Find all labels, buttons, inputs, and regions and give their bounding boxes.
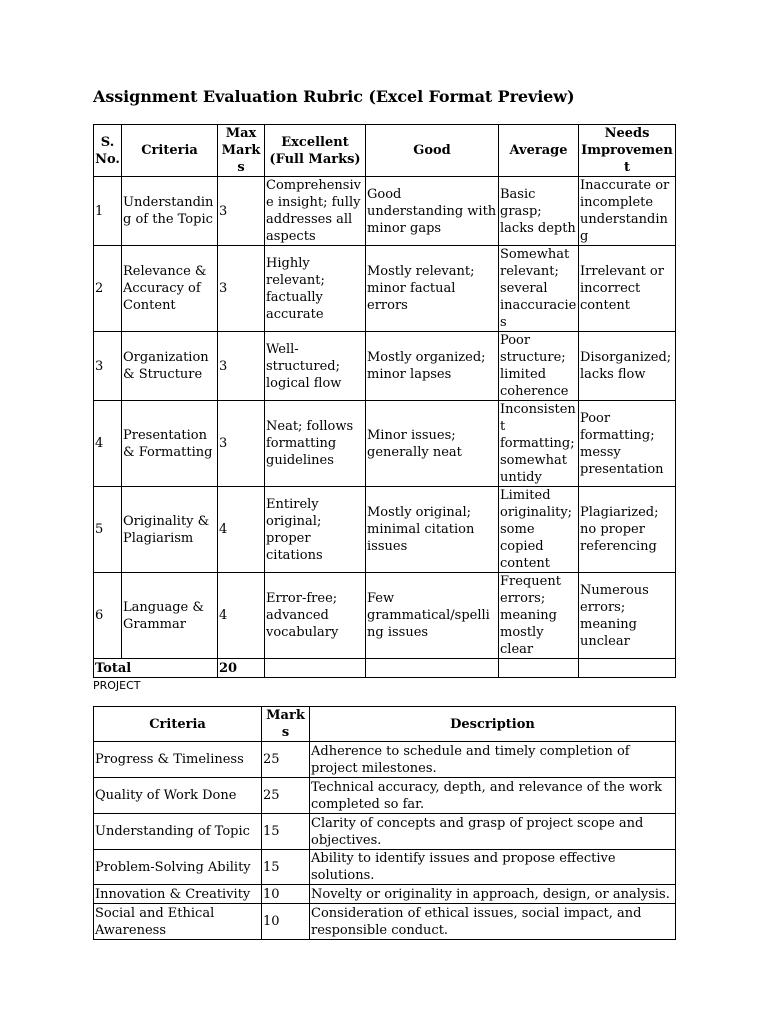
- cell-description: Consideration of ethical issues, social impact, and responsible conduct.: [310, 904, 676, 940]
- cell-max-marks: 3: [218, 177, 265, 246]
- cell-description: Novelty or originality in approach, design, or analysis.: [310, 885, 676, 904]
- table-row: [94, 885, 676, 904]
- cell-average: Limited originality; some copied content: [499, 487, 579, 573]
- project-section-label: PROJECT: [93, 679, 141, 692]
- cell-sno: 4: [94, 401, 122, 487]
- header-good: Good: [366, 125, 499, 177]
- header-sno: S. No.: [94, 125, 122, 177]
- cell-max-marks: 4: [218, 573, 265, 659]
- cell-description: Ability to identify issues and propose effective solutions.: [310, 850, 676, 885]
- page-title: Assignment Evaluation Rubric (Excel Format Preview): [93, 87, 575, 106]
- table-row: [94, 742, 676, 778]
- cell-max-marks: 4: [218, 487, 265, 573]
- cell-excellent: Error-free; advanced vocabulary: [265, 573, 366, 659]
- total-row: [94, 659, 676, 678]
- total-empty-cell: [499, 659, 579, 678]
- rubric-header-row: [94, 125, 676, 177]
- table-row: [94, 850, 676, 885]
- total-label: Total: [94, 659, 218, 678]
- cell-good: Good understanding with minor gaps: [366, 177, 499, 246]
- project-table: [93, 706, 676, 940]
- table-row: [94, 814, 676, 850]
- table-row: [94, 778, 676, 814]
- cell-sno: 2: [94, 246, 122, 332]
- cell-max-marks: 3: [218, 332, 265, 401]
- cell-average: Frequent errors; meaning mostly clear: [499, 573, 579, 659]
- cell-criteria: Quality of Work Done: [94, 778, 262, 814]
- cell-marks: 15: [262, 814, 310, 850]
- cell-needs-improvement: Plagiarized; no proper referencing: [579, 487, 676, 573]
- table-row: [94, 487, 676, 573]
- cell-criteria: Problem-Solving Ability: [94, 850, 262, 885]
- header-description: Description: [310, 707, 676, 742]
- cell-criteria: Language & Grammar: [122, 573, 218, 659]
- cell-marks: 25: [262, 742, 310, 778]
- cell-needs-improvement: Numerous errors; meaning unclear: [579, 573, 676, 659]
- cell-average: Inconsistent formatting; somewhat untidy: [499, 401, 579, 487]
- header-marks: Marks: [262, 707, 310, 742]
- cell-good: Minor issues; generally neat: [366, 401, 499, 487]
- cell-criteria: Social and Ethical Awareness: [94, 904, 262, 940]
- cell-description: Clarity of concepts and grasp of project scope and objectives.: [310, 814, 676, 850]
- cell-excellent: Well-structured; logical flow: [265, 332, 366, 401]
- cell-sno: 3: [94, 332, 122, 401]
- cell-marks: 10: [262, 904, 310, 940]
- cell-needs-improvement: Poor formatting; messy presentation: [579, 401, 676, 487]
- cell-excellent: Highly relevant; factually accurate: [265, 246, 366, 332]
- project-header-row: [94, 707, 676, 742]
- cell-description: Adherence to schedule and timely completion of project milestones.: [310, 742, 676, 778]
- total-empty-cell: [265, 659, 366, 678]
- cell-marks: 10: [262, 885, 310, 904]
- header-needs-improvement: Needs Improvement: [579, 125, 676, 177]
- table-row: [94, 573, 676, 659]
- cell-marks: 25: [262, 778, 310, 814]
- rubric-table: [93, 124, 676, 678]
- cell-average: Somewhat relevant; several inaccuracies: [499, 246, 579, 332]
- cell-needs-improvement: Inaccurate or incomplete understanding: [579, 177, 676, 246]
- table-row: [94, 332, 676, 401]
- cell-good: Few grammatical/spelling issues: [366, 573, 499, 659]
- total-value: 20: [218, 659, 265, 678]
- cell-criteria: Progress & Timeliness: [94, 742, 262, 778]
- cell-sno: 1: [94, 177, 122, 246]
- cell-excellent: Neat; follows formatting guidelines: [265, 401, 366, 487]
- cell-average: Basic grasp; lacks depth: [499, 177, 579, 246]
- cell-marks: 15: [262, 850, 310, 885]
- cell-criteria: Innovation & Creativity: [94, 885, 262, 904]
- table-row: [94, 246, 676, 332]
- table-row: [94, 177, 676, 246]
- cell-sno: 6: [94, 573, 122, 659]
- cell-excellent: Entirely original; proper citations: [265, 487, 366, 573]
- cell-criteria: Organization & Structure: [122, 332, 218, 401]
- header-criteria: Criteria: [94, 707, 262, 742]
- cell-criteria: Presentation & Formatting: [122, 401, 218, 487]
- total-empty-cell: [366, 659, 499, 678]
- cell-criteria: Originality & Plagiarism: [122, 487, 218, 573]
- cell-good: Mostly organized; minor lapses: [366, 332, 499, 401]
- cell-average: Poor structure; limited coherence: [499, 332, 579, 401]
- total-empty-cell: [579, 659, 676, 678]
- cell-good: Mostly relevant; minor factual errors: [366, 246, 499, 332]
- header-excellent: Excellent (Full Marks): [265, 125, 366, 177]
- cell-criteria: Understanding of the Topic: [122, 177, 218, 246]
- cell-max-marks: 3: [218, 401, 265, 487]
- cell-needs-improvement: Irrelevant or incorrect content: [579, 246, 676, 332]
- cell-good: Mostly original; minimal citation issues: [366, 487, 499, 573]
- cell-excellent: Comprehensive insight; fully addresses all aspects: [265, 177, 366, 246]
- table-row: [94, 401, 676, 487]
- cell-max-marks: 3: [218, 246, 265, 332]
- cell-needs-improvement: Disorganized; lacks flow: [579, 332, 676, 401]
- cell-description: Technical accuracy, depth, and relevance of the work completed so far.: [310, 778, 676, 814]
- cell-sno: 5: [94, 487, 122, 573]
- table-row: [94, 904, 676, 940]
- cell-criteria: Relevance & Accuracy of Content: [122, 246, 218, 332]
- header-max-marks: Max Marks: [218, 125, 265, 177]
- header-average: Average: [499, 125, 579, 177]
- header-criteria: Criteria: [122, 125, 218, 177]
- cell-criteria: Understanding of Topic: [94, 814, 262, 850]
